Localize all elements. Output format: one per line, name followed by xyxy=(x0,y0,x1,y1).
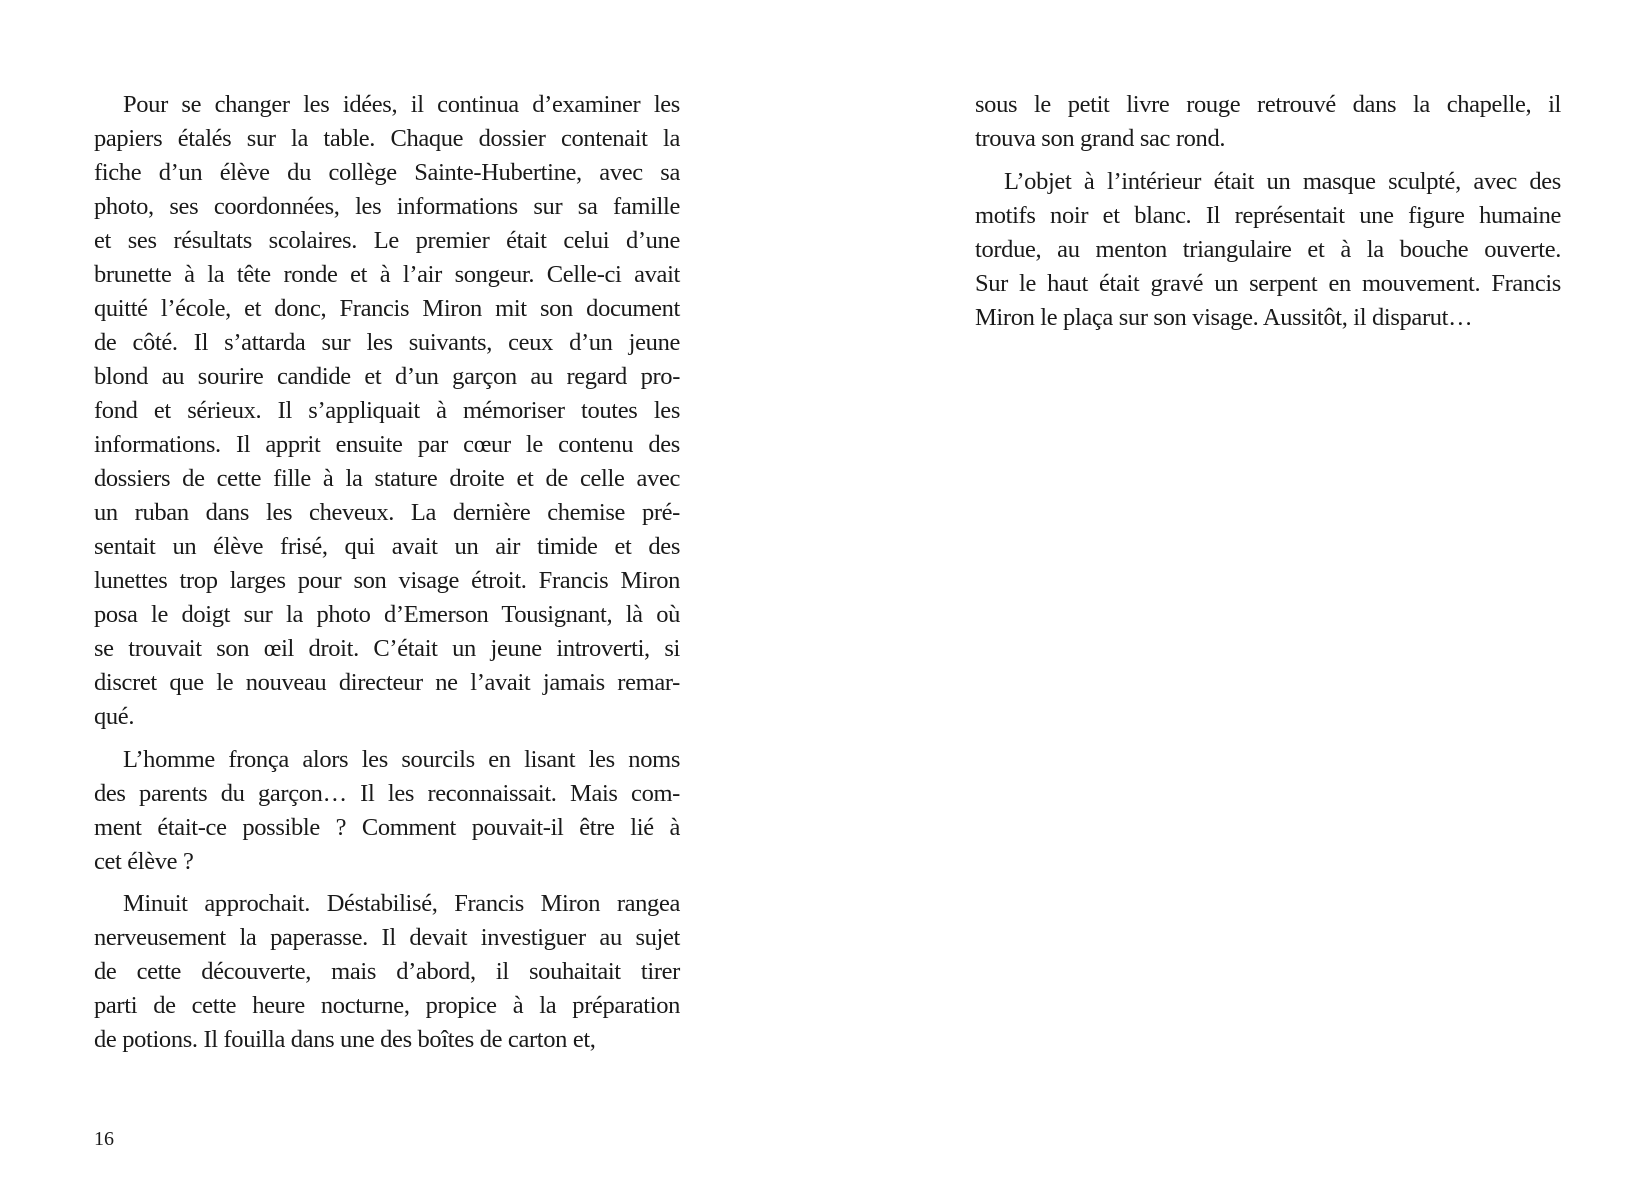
text-line: se trouvait son œil droit. C’était un jeune introverti, si xyxy=(94,635,680,662)
text-line: de potions. Il fouilla dans une des boîtes de carton et, xyxy=(94,1026,596,1053)
paragraph xyxy=(94,88,680,734)
right-page xyxy=(825,0,1650,1200)
text-line: cet élève ? xyxy=(94,847,194,875)
text-line: trouva son grand sac rond. xyxy=(975,125,1226,152)
text-line: informations. Il apprit ensuite par cœur le contenu des xyxy=(94,431,680,458)
text-line: ment était-ce possible ? Comment pouvait-il être lié à xyxy=(94,813,680,841)
text-line: Pour se changer les idées, il continua d’examiner les xyxy=(123,91,680,118)
paragraph xyxy=(94,743,680,879)
text-line: blond au sourire candide et d’un garçon au regard pro- xyxy=(94,363,680,390)
text-line: posa le doigt sur la photo d’Emerson Tousignant, là où xyxy=(94,601,680,628)
text-line: dossiers de cette fille à la stature droite et de celle avec xyxy=(94,465,680,492)
text-line: un ruban dans les cheveux. La dernière chemise pré- xyxy=(94,499,680,526)
text-line: parti de cette heure nocturne, propice à la préparation xyxy=(94,992,680,1019)
text-line: sentait un élève frisé, qui avait un air timide et des xyxy=(94,533,680,560)
text-line: discret que le nouveau directeur ne l’avait jamais remar- xyxy=(94,669,680,696)
text-line: lunettes trop larges pour son visage étroit. Francis Miron xyxy=(94,567,680,594)
right-text-column xyxy=(975,88,1561,343)
text-line: photo, ses coordonnées, les informations sur sa famille xyxy=(94,193,680,220)
text-line: tordue, au menton triangulaire et à la bouche ouverte. xyxy=(975,235,1561,263)
text-line: de cette découverte, mais d’abord, il souhaitait tirer xyxy=(94,958,680,985)
paragraph xyxy=(94,887,680,1057)
text-line: Minuit approchait. Déstabilisé, Francis Miron rangea xyxy=(123,890,680,917)
text-line: brunette à la tête ronde et à l’air songeur. Celle-ci avait xyxy=(94,261,680,288)
paragraph xyxy=(975,88,1561,156)
text-line: fond et sérieux. Il s’appliquait à mémoriser toutes les xyxy=(94,397,680,424)
text-line: L’homme fronça alors les sourcils en lisant les noms xyxy=(123,745,680,773)
text-line: et ses résultats scolaires. Le premier était celui d’une xyxy=(94,227,680,254)
text-line: de côté. Il s’attarda sur les suivants, ceux d’un jeune xyxy=(94,329,680,356)
page-number: 16 xyxy=(94,1128,114,1150)
text-line: motifs noir et blanc. Il représentait une figure humaine xyxy=(975,201,1561,229)
text-line: qué. xyxy=(94,703,135,730)
text-line: fiche d’un élève du collège Sainte-Hubertine, avec sa xyxy=(94,159,680,186)
paragraph xyxy=(975,165,1561,335)
text-line: L’objet à l’intérieur était un masque sculpté, avec des xyxy=(1004,167,1561,195)
left-text-column xyxy=(94,88,680,1066)
text-line: des parents du garçon… Il les reconnaissait. Mais com- xyxy=(94,779,680,807)
text-line: sous le petit livre rouge retrouvé dans la chapelle, il xyxy=(975,91,1561,118)
text-line: quitté l’école, et donc, Francis Miron mit son document xyxy=(94,295,680,322)
text-line: nerveusement la paperasse. Il devait investiguer au sujet xyxy=(94,924,680,951)
text-line: Sur le haut était gravé un serpent en mouvement. Francis xyxy=(975,269,1561,297)
text-line: papiers étalés sur la table. Chaque dossier contenait la xyxy=(94,125,680,152)
text-line: Miron le plaça sur son visage. Aussitôt, il disparut… xyxy=(975,303,1473,331)
